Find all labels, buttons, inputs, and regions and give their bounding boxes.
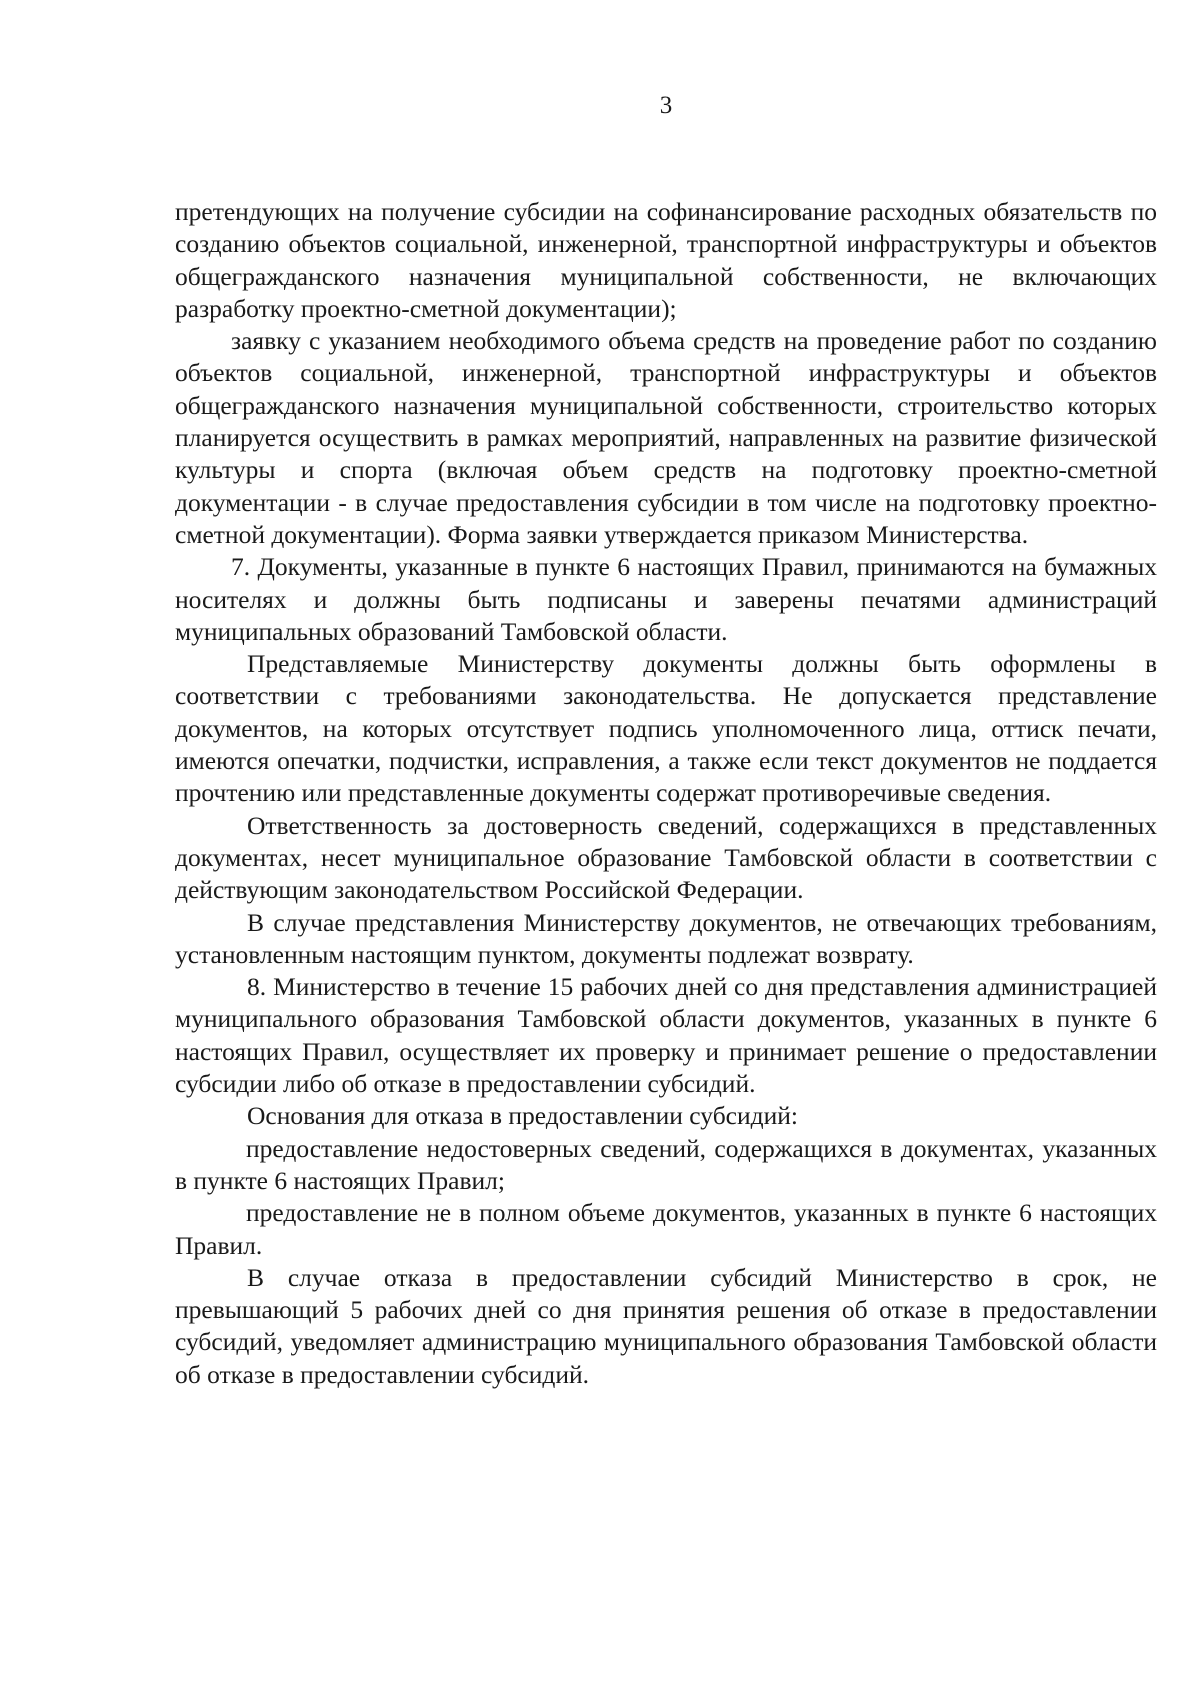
paragraph-8: Основания для отказа в предоставлении субсидий: xyxy=(247,1101,798,1131)
paragraph-5: Ответственность за достоверность сведений, содержащихся в представленных документах, несет муниципальное образование Тамбовской области в соответствии с действующим законодательством Российской Федерации. xyxy=(175,810,1157,905)
paragraph-11: В случае отказа в предоставлении субсидий Министерство в срок, не превышающий 5 рабочих дней со дня принятия решения об отказе в предоставлении субсидий, уведомляет администрацию муниципального образования Тамбовской области об отказе в предоставлении субсидий. xyxy=(175,1262,1157,1389)
paragraph-10: предоставление не в полном объеме документов, указанных в пункте 6 настоящих Правил. xyxy=(175,1198,1157,1260)
paragraph-6: В случае представления Министерству документов, не отвечающих требованиям, установленным настоящим пунктом, документы подлежат возврату. xyxy=(175,907,1157,969)
document-body xyxy=(175,196,1157,1391)
page-number: 3 xyxy=(659,92,673,119)
paragraph-3: 7. Документы, указанные в пункте 6 настоящих Правил, принимаются на бумажных носителях и должны быть подписаны и заверены печатями администраций муниципальных образований Тамбовской области. xyxy=(175,552,1157,646)
paragraph-7: 8. Министерство в течение 15 рабочих дней со дня представления администрацией муниципального образования Тамбовской области документов, указанных в пункте 6 настоящих Правил, осуществляет их проверку и принимает решение о предоставлении субсидии либо об отказе в предоставлении субсидий. xyxy=(175,972,1157,1099)
paragraph-4: Представляемые Министерству документы должны быть оформлены в соответствии с требованиями законодательства. Не допускается представление документов, на которых отсутствует подпись уполномоченного лица, оттиск печати, имеются опечатки, подчистки, исправления, а также если текст документов не поддается прочтению или представленные документы содержат противоречивые сведения. xyxy=(175,649,1157,808)
paragraph-1: претендующих на получение субсидии на софинансирование расходных обязательств по созданию объектов социальной, инженерной, транспортной инфраструктуры и объектов общегражданского назначения муниципальной собственности, не включающих разработку проектно-сметной документации); xyxy=(175,197,1157,323)
paragraph-2: заявку с указанием необходимого объема средств на проведение работ по созданию объектов социальной, инженерной, транспортной инфраструктуры и объектов общегражданского назначения муниципальной собственности, строительство которых планируется осуществить в рамках мероприятий, направленных на развитие физической культуры и спорта (включая объем средств на подготовку проектно-сметной документации - в случае предоставления субсидии в том числе на подготовку проектно-сметной документации). Форма заявки утверждается приказом Министерства. xyxy=(175,326,1157,549)
paragraph-9: предоставление недостоверных сведений, содержащихся в документах, указанных в пункте 6 настоящих Правил; xyxy=(175,1133,1157,1195)
